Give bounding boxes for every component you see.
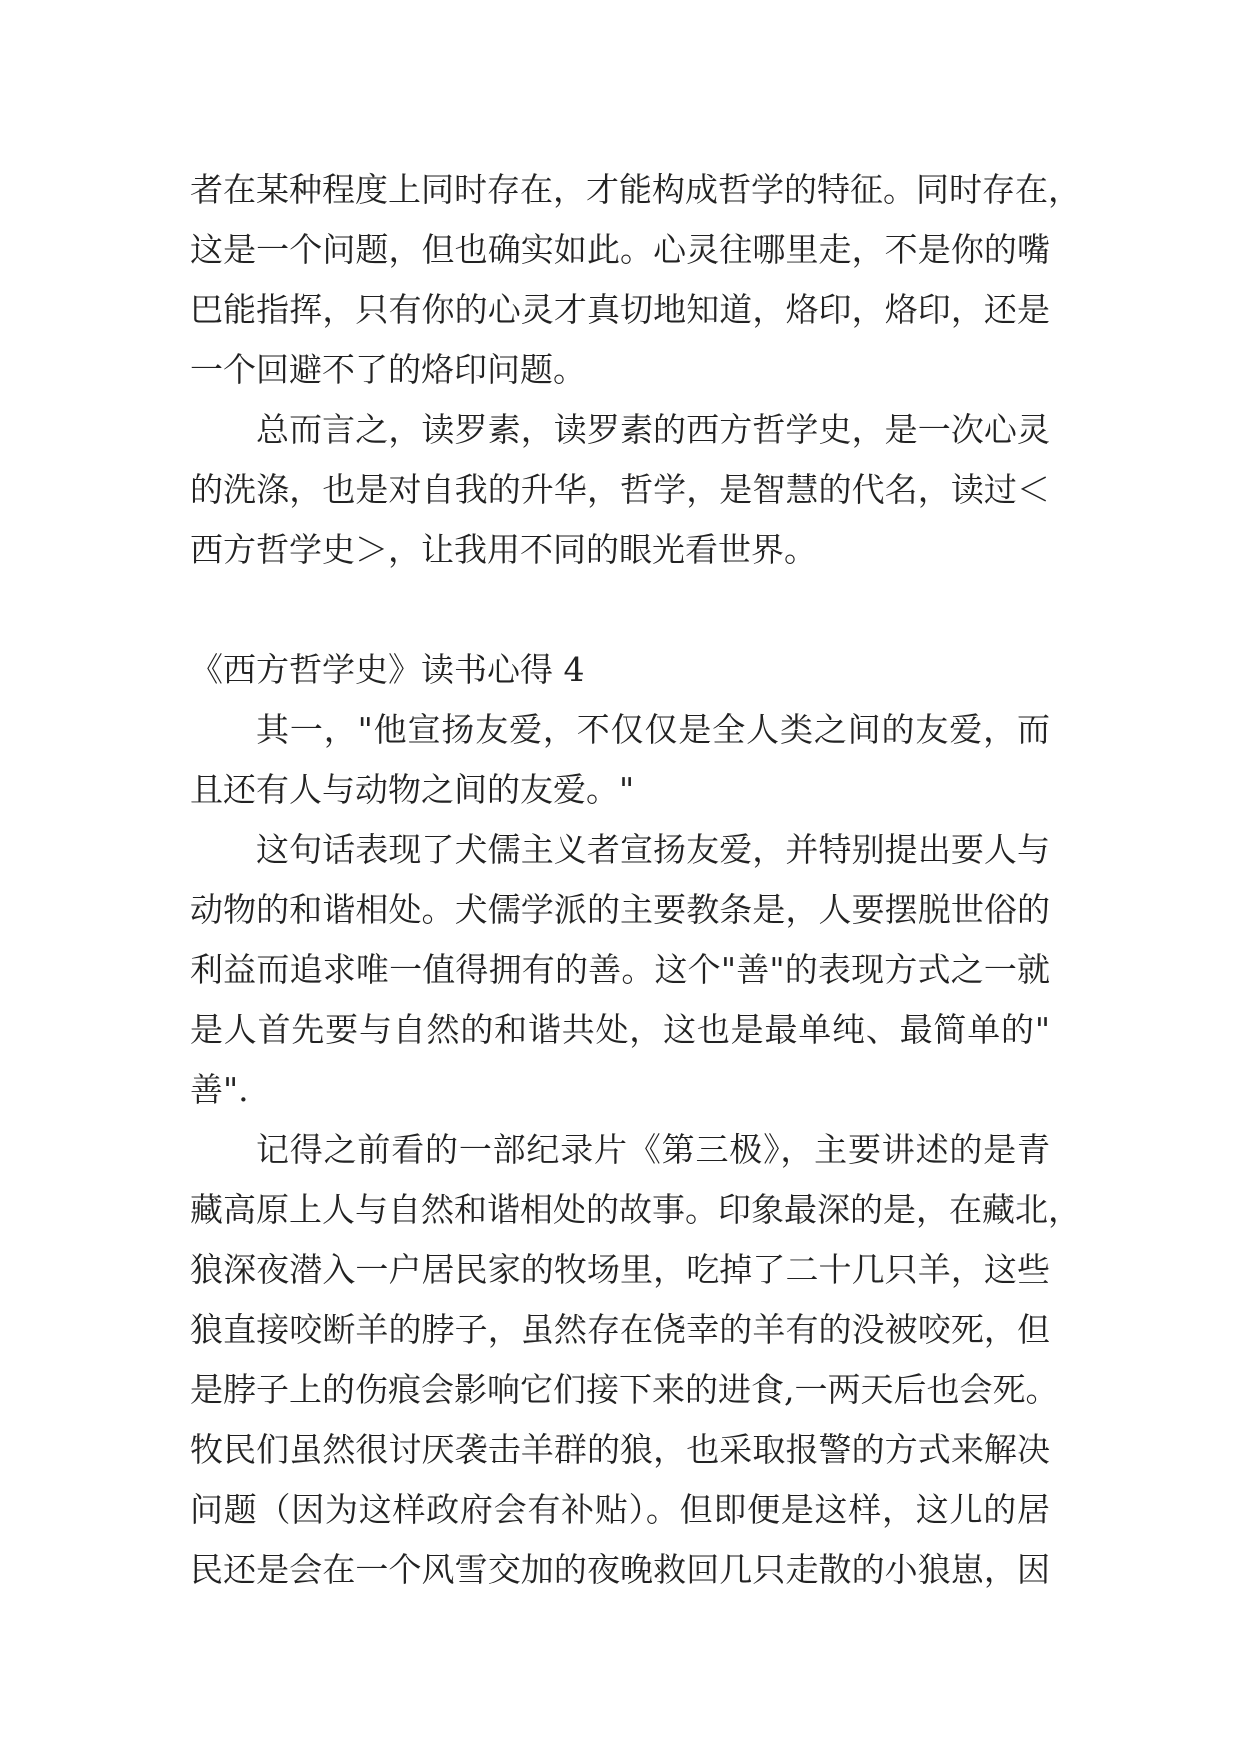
text-line: 且还有人与动物之间的友爱。"	[190, 770, 635, 809]
text-line: 的洗涤，也是对自我的升华，哲学，是智慧的代名，读过＜	[190, 470, 1050, 509]
paragraph-summary	[190, 400, 1050, 580]
text-line: 是脖子上的伤痕会影响它们接下来的进食,一两天后也会死。	[190, 1370, 1059, 1409]
text-line: 巴能指挥，只有你的心灵才真切地知道，烙印，烙印，还是	[190, 290, 1050, 329]
paragraph-documentary	[190, 1120, 1081, 1600]
text-line: 其一，"他宣扬友爱，不仅仅是全人类之间的友爱，而	[256, 710, 1050, 749]
text-line: 善".	[190, 1070, 249, 1109]
paragraph-continuation	[190, 160, 1081, 400]
text-line: 记得之前看的一部纪录片《第三极》，主要讲述的是青	[256, 1130, 1050, 1169]
section-spacer	[190, 580, 1050, 640]
text-line: 藏高原上人与自然和谐相处的故事。印象最深的是，在藏北，	[190, 1190, 1081, 1229]
text-line: 这句话表现了犬儒主义者宣扬友爱，并特别提出要人与	[256, 830, 1050, 869]
text-line: 牧民们虽然很讨厌袭击羊群的狼，也采取报警的方式来解决	[190, 1430, 1050, 1469]
text-line: 民还是会在一个风雪交加的夜晚救回几只走散的小狼崽，因	[190, 1550, 1050, 1589]
text-line: 这是一个问题，但也确实如此。心灵往哪里走，不是你的嘴	[190, 230, 1050, 269]
document-body	[190, 160, 1081, 1600]
text-line: 狼直接咬断羊的脖子，虽然存在侥幸的羊有的没被咬死，但	[190, 1310, 1050, 1349]
paragraph-quote	[190, 700, 1050, 820]
paragraph-cynics	[190, 820, 1050, 1120]
text-line: 总而言之，读罗素，读罗素的西方哲学史，是一次心灵	[256, 410, 1050, 449]
text-line: 西方哲学史＞，让我用不同的眼光看世界。	[190, 530, 817, 569]
text-line: 是人首先要与自然的和谐共处，这也是最单纯、最简单的"	[190, 1010, 1050, 1049]
text-line: 动物的和谐相处。犬儒学派的主要教条是，人要摆脱世俗的	[190, 890, 1050, 929]
text-line: 一个回避不了的烙印问题。	[190, 350, 586, 389]
text-line: 者在某种程度上同时存在，才能构成哲学的特征。同时存在，	[190, 170, 1081, 209]
text-line: 问题（因为这样政府会有补贴）。但即便是这样，这儿的居	[190, 1490, 1050, 1529]
section-title: 《西方哲学史》读书心得 4	[190, 650, 585, 689]
text-line: 狼深夜潜入一户居民家的牧场里，吃掉了二十几只羊，这些	[190, 1250, 1050, 1289]
text-line: 利益而追求唯一值得拥有的善。这个"善"的表现方式之一就	[190, 950, 1050, 989]
